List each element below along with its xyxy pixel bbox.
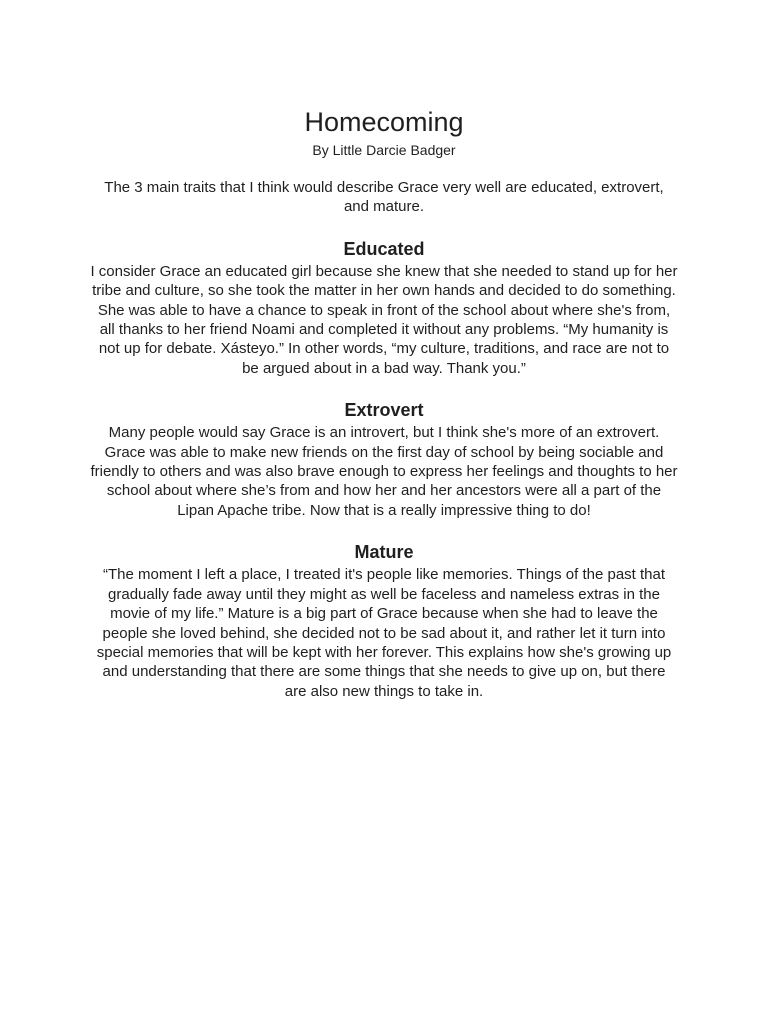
- section-educated: [90, 236, 678, 378]
- document-author: By Little Darcie Badger: [312, 142, 456, 158]
- section-body: “The moment I left a place, I treated it's people like memories. Things of the past that gradually fade away until they might as well be faceless and nameless extras in the movie of my life.” Mature is a big part of Grace because when she had to leave the people she loved behind, she decided not to be sad about it, and rather let it turn into special memories that will be kept with her forever. This explains how she's growing up and understanding that there are some things that she needs to give up on, but there are also new things to take in.: [96, 566, 672, 700]
- section-body: Many people would say Grace is an introvert, but I think she's more of an extrovert. Grace was able to make new friends on the first day of school by being sociable and friendly to others and was also brave enough to express her feelings and thoughts to her school about where she’s from and how her and her ancestors were all a part of the Lipan Apache tribe. Now that is a really impressive thing to do!: [90, 424, 678, 519]
- section-mature: [90, 539, 678, 701]
- section-heading: Mature: [354, 542, 414, 563]
- section-extrovert: [90, 397, 678, 520]
- intro-paragraph: The 3 main traits that I think would describe Grace very well are educated, extrovert, and mature.: [104, 179, 664, 216]
- section-body: I consider Grace an educated girl because she knew that she needed to stand up for her tribe and culture, so she took the matter in her own hands and decided to do something. She was able to have a chance to speak in front of the school about where she's from, all thanks to her friend Noami and completed it without any problems. “My humanity is not up for debate. Xásteyo.” In other words, “my culture, traditions, and race are not to be argued about in a bad way. Thank you.”: [90, 262, 678, 377]
- section-heading: Educated: [343, 238, 425, 259]
- document-title: Homecoming: [304, 107, 464, 137]
- section-heading: Extrovert: [344, 400, 424, 421]
